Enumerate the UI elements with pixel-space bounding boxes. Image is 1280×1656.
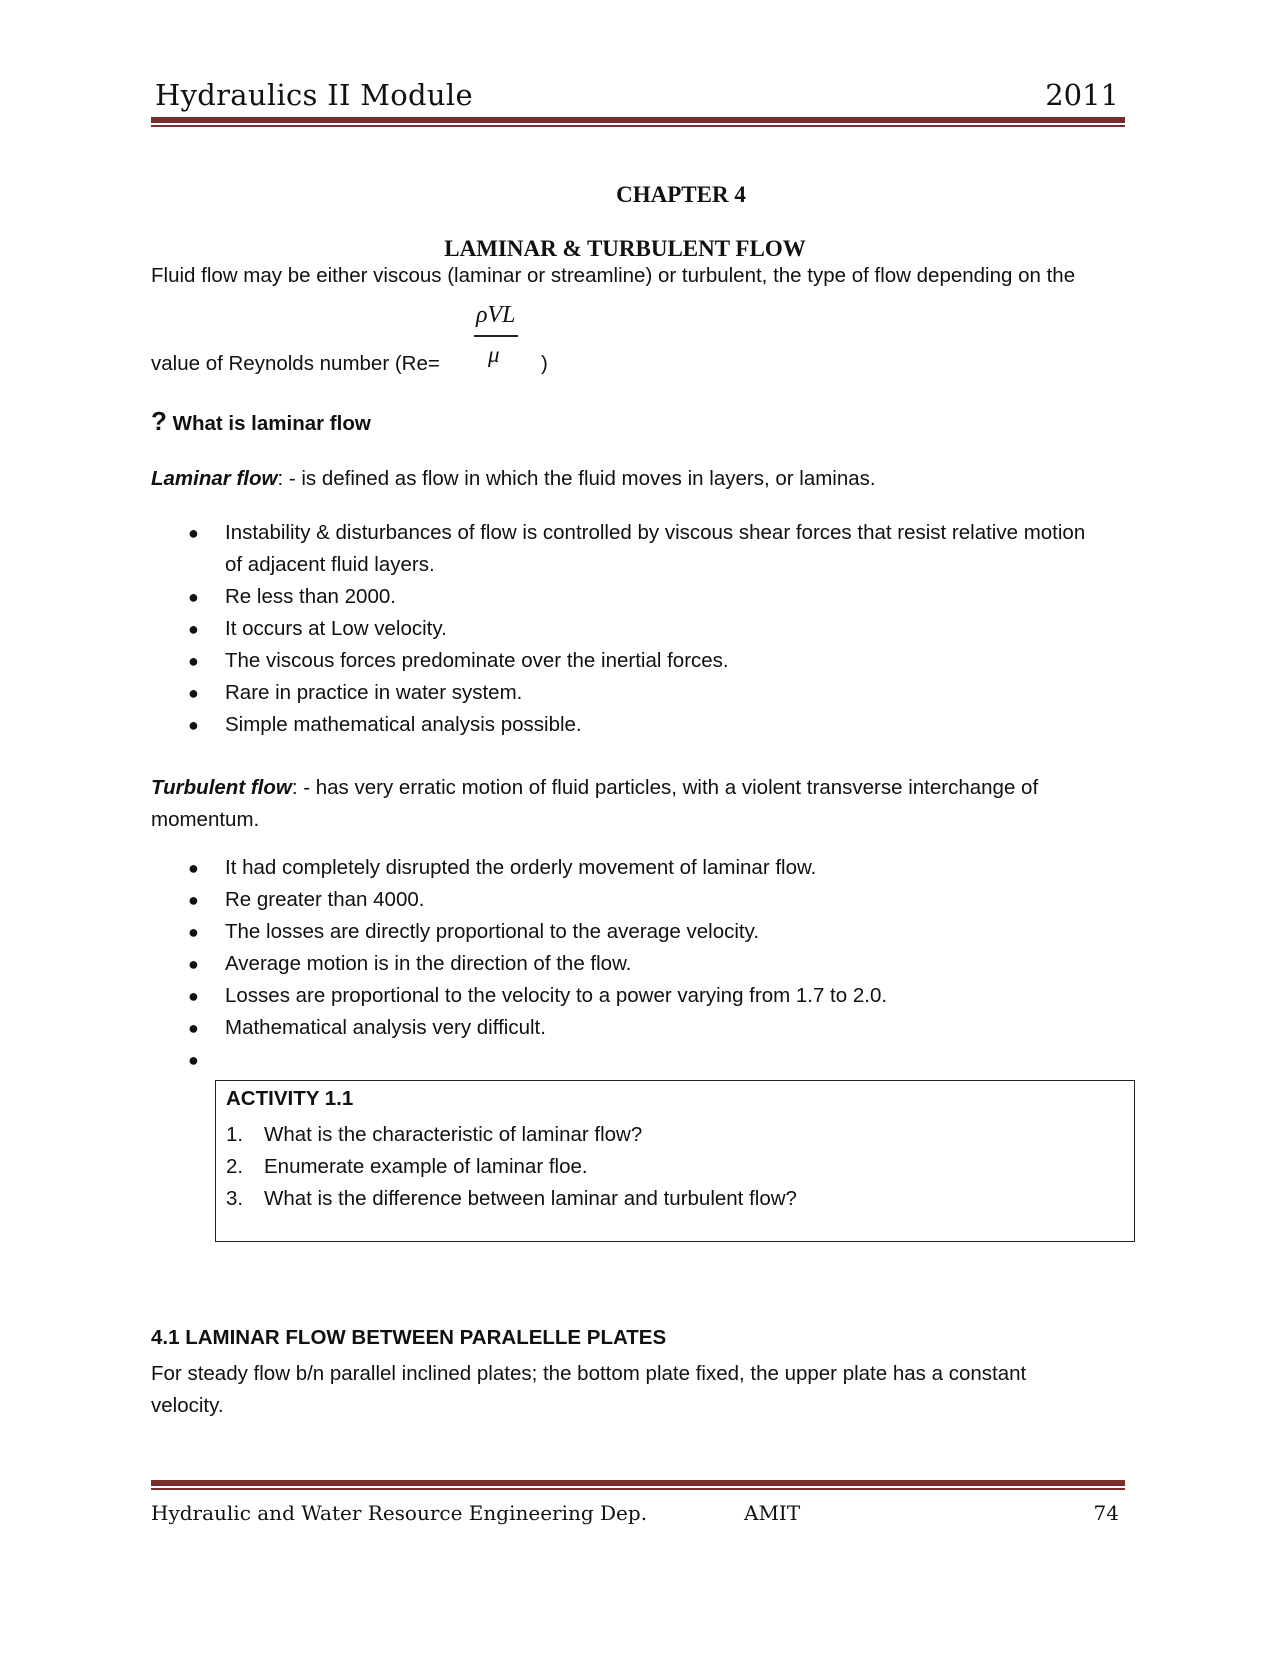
formula-denominator: μ bbox=[488, 342, 500, 367]
section-paragraph: For steady flow b/n parallel inclined plates; the bottom plate fixed, the upper plate has a constant velocity. bbox=[151, 1362, 1027, 1417]
header-rule-thin bbox=[151, 125, 1125, 127]
header-rule bbox=[151, 117, 1125, 123]
intro-line-1: Fluid flow may be either viscous (laminar or streamline) or turbulent, the type of flow depending on the bbox=[151, 264, 1076, 287]
activity-list bbox=[226, 1119, 797, 1215]
question-heading bbox=[151, 406, 371, 437]
list-item: ● Losses are proportional to the velocity to a power varying from 1.7 to 2.0. bbox=[188, 984, 888, 1007]
turbulent-definition-text-2: momentum. bbox=[151, 808, 260, 831]
header-year: 2011 bbox=[1045, 78, 1119, 112]
footer-department: Hydraulic and Water Resource Engineering Dep. bbox=[151, 1501, 648, 1525]
laminar-definition bbox=[151, 467, 876, 491]
chapter-number: CHAPTER 4 bbox=[616, 182, 746, 207]
turbulent-definition bbox=[151, 772, 1111, 836]
laminar-bullet-list bbox=[185, 517, 1125, 741]
footer-institution: AMIT bbox=[744, 1501, 801, 1525]
turbulent-term: Turbulent flow bbox=[151, 776, 292, 799]
page-header bbox=[151, 78, 1125, 118]
footer-page-number: 74 bbox=[1093, 1501, 1119, 1525]
formula-fraction-bar bbox=[474, 335, 518, 337]
section-heading: 4.1 LAMINAR FLOW BETWEEN PARALELLE PLATES bbox=[151, 1326, 667, 1349]
list-item: ● Re greater than 4000. bbox=[188, 888, 425, 911]
turbulent-bullet-list: ● It had completely disrupted the orderly movement of laminar flow. ● Re greater than 4000. ● The losses are directly proportional to the average velocity. ● Average motion is in the direction of the flow. ● Losses are proportional to the velocity to a power varying from 1.7 to 2.0. ● Mathematical analysis very difficult. ● bbox=[185, 852, 1125, 1044]
laminar-definition-text: : - is defined as flow in which the fluid moves in layers, or laminas. bbox=[277, 467, 876, 490]
turbulent-definition-text: : - has very erratic motion of fluid particles, with a violent transverse interchange of bbox=[291, 776, 1039, 799]
footer-rule bbox=[151, 1480, 1125, 1486]
chapter-title: LAMINAR & TURBULENT FLOW bbox=[444, 236, 806, 261]
list-item: ● It occurs at Low velocity. bbox=[188, 617, 447, 640]
list-item: ● Average motion is in the direction of the flow. bbox=[188, 952, 632, 975]
list-item-continuation: of adjacent fluid layers. bbox=[225, 553, 435, 576]
list-item: ● It had completely disrupted the orderly movement of laminar flow. bbox=[188, 856, 817, 879]
question-mark: ? bbox=[151, 406, 167, 436]
header-title: Hydraulics II Module bbox=[155, 78, 473, 112]
intro-line-2-close: ) bbox=[541, 352, 548, 375]
footer-rule-thin bbox=[151, 1488, 1125, 1490]
list-item: ● Rare in practice in water system. bbox=[188, 681, 523, 704]
list-item: ● The viscous forces predominate over the inertial forces. bbox=[188, 649, 729, 672]
activity-title: ACTIVITY 1.1 bbox=[226, 1087, 354, 1110]
list-item: ● The losses are directly proportional to the average velocity. bbox=[188, 920, 760, 943]
laminar-term: Laminar flow bbox=[151, 467, 278, 490]
activity-box bbox=[215, 1080, 1135, 1242]
formula-numerator: ρVL bbox=[476, 302, 516, 328]
list-item: ● Instability & disturbances of flow is controlled by viscous shear forces that resist relative motion bbox=[188, 521, 1086, 544]
activity-item: 2. Enumerate example of laminar floe. bbox=[226, 1155, 588, 1178]
activity-item: 1. What is the characteristic of laminar flow? bbox=[226, 1123, 643, 1146]
list-item: ● Re less than 2000. bbox=[188, 585, 396, 608]
list-item: ● Simple mathematical analysis possible. bbox=[188, 713, 582, 736]
question-text: What is laminar flow bbox=[172, 412, 371, 435]
intro-line-2: value of Reynolds number (Re= bbox=[151, 352, 440, 375]
list-item: ● Mathematical analysis very difficult. bbox=[188, 1016, 546, 1039]
activity-item: 3. What is the difference between laminar and turbulent flow? bbox=[226, 1187, 797, 1210]
